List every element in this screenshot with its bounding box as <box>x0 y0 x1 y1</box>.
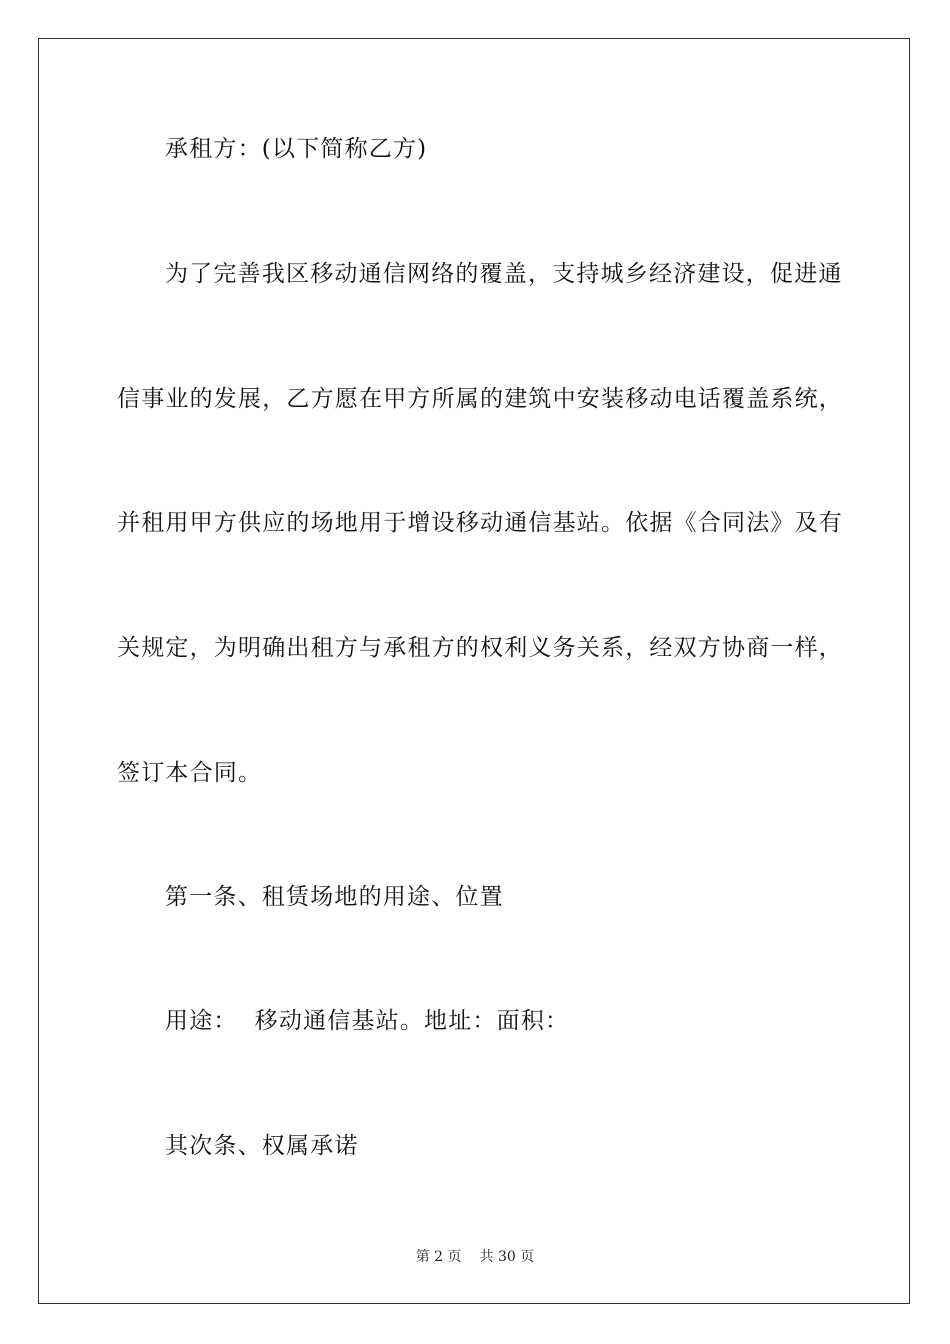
page-footer <box>0 1247 950 1267</box>
body-paragraph-line: 签订本合同。 <box>117 760 263 786</box>
body-paragraph-line: 信事业的发展，乙方愿在甲方所属的建筑中安装移动电话覆盖系统， <box>117 386 843 412</box>
usage-line: 用途： 移动通信基站。地址：面积： <box>165 1008 570 1034</box>
page-number: 第 2 页 <box>415 1249 462 1265</box>
article-one-heading: 第一条、租赁场地的用途、位置 <box>165 884 504 910</box>
body-paragraph-line: 并租用甲方供应的场地用于增设移动通信基站。依据《合同法》及有 <box>117 510 843 536</box>
page-border <box>38 38 910 1304</box>
lessee-line: 承租方：(以下简称乙方) <box>165 136 428 162</box>
body-paragraph-line: 关规定，为明确出租方与承租方的权利义务关系，经双方协商一样， <box>117 635 843 661</box>
article-two-heading: 其次条、权属承诺 <box>165 1133 359 1159</box>
page-total: 共 30 页 <box>479 1249 535 1265</box>
body-paragraph-line: 为了完善我区移动通信网络的覆盖，支持城乡经济建设，促进通 <box>165 261 843 287</box>
